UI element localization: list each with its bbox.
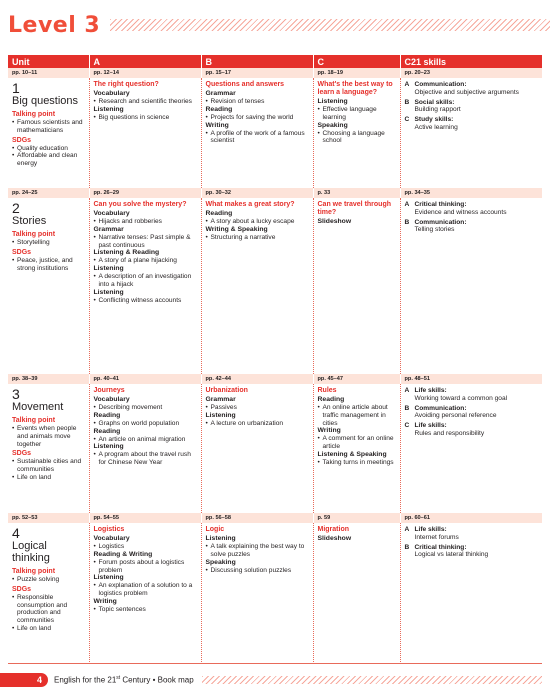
bullet-item: • Logistics xyxy=(94,543,197,551)
skill-heading: Listening xyxy=(93,443,124,451)
lesson-title: What makes a great story? xyxy=(205,201,295,208)
lesson-cell xyxy=(201,384,313,513)
c21-skill-body xyxy=(415,99,461,115)
c21-skill-item xyxy=(405,387,539,403)
c21-skill-body xyxy=(415,526,459,542)
c21-skill-description: Objective and subjective arguments xyxy=(414,88,519,96)
c21-skill-name: Life skills: xyxy=(414,387,447,394)
unit-row xyxy=(8,198,542,374)
skill-heading: Speaking xyxy=(205,558,236,566)
bullet-list xyxy=(206,130,309,146)
c21-skill-body xyxy=(415,201,507,217)
page-range-row xyxy=(8,513,542,523)
lesson-title: Can you solve the mystery? xyxy=(93,201,187,208)
bullet-list xyxy=(206,234,309,242)
bullet-list xyxy=(206,218,309,226)
unit-number: 1 xyxy=(12,80,20,96)
bullet-list xyxy=(318,130,396,146)
skill-heading: Listening xyxy=(205,411,236,419)
page-range: pp. 15–17 xyxy=(201,68,313,78)
c21-skill-item xyxy=(405,405,539,421)
skill-heading: Speaking xyxy=(317,121,348,129)
c21-skill-description: Logical vs lateral thinking xyxy=(414,551,489,559)
bullet-item: • Hijacks and robberies xyxy=(94,218,197,226)
c21-skill-name: Critical thinking: xyxy=(414,201,467,208)
page-number: 4 xyxy=(36,675,42,685)
header-b: B xyxy=(201,55,313,68)
bullet-list xyxy=(94,273,197,289)
talking-point-heading: Talking point xyxy=(12,568,56,575)
bullet-list xyxy=(206,420,309,428)
footer-text-before: English for the 21 xyxy=(54,675,117,685)
bullet-item: • A story of a plane hijacking xyxy=(94,257,197,265)
c21-skill-letter: C xyxy=(404,116,410,124)
bullet-list xyxy=(94,218,197,226)
unit-name: Logical thinking xyxy=(12,540,50,564)
lesson-cell xyxy=(313,198,400,374)
bullet-item: • Events when people and animals move together xyxy=(12,425,85,448)
skill-heading: Vocabulary xyxy=(93,210,130,217)
bullet-item: • Life on land xyxy=(12,474,85,482)
skill-heading: Listening xyxy=(93,265,124,273)
bullet-list xyxy=(94,234,197,250)
bullet-list xyxy=(94,582,197,598)
skill-heading: Reading xyxy=(205,105,233,113)
c21-skill-body xyxy=(415,544,489,560)
bullet-list xyxy=(206,543,309,559)
unit-row xyxy=(8,78,542,188)
skill-heading: Writing xyxy=(93,597,117,605)
bullet-item: • Discussing solution puzzles xyxy=(206,567,309,575)
lesson-cell xyxy=(313,523,400,662)
bullet-list xyxy=(206,98,309,106)
c21-skill-letter: B xyxy=(404,404,410,412)
unit-row xyxy=(8,523,542,662)
skill-heading: Listening xyxy=(205,535,236,542)
header-row xyxy=(8,55,542,68)
bullet-item: • Life on land xyxy=(12,625,85,633)
table-body xyxy=(8,68,542,662)
bullet-item: • An explanation of a solution to a logistics problem xyxy=(94,582,197,598)
c21-skill-name: Study skills: xyxy=(414,116,454,124)
bullet-list xyxy=(318,404,396,427)
lesson-title: What's the best way to learn a language? xyxy=(317,81,393,96)
page-range: pp. 60–61 xyxy=(400,513,542,523)
sdgs-heading: SDGs xyxy=(12,248,32,256)
lesson-title: Journeys xyxy=(93,387,125,394)
lesson-cell xyxy=(313,384,400,513)
c21-skill-description: Telling stories xyxy=(414,226,455,234)
c21-skill-body xyxy=(415,422,485,438)
skill-heading: Listening xyxy=(317,98,348,105)
c21-skills-cell xyxy=(400,384,542,513)
bullet-item: • Projects for saving the world xyxy=(206,114,309,122)
unit-name: Stories xyxy=(12,215,47,227)
c21-skill-item xyxy=(405,201,539,217)
bullet-item: • Topic sentences xyxy=(94,606,197,614)
bullet-list xyxy=(94,257,197,265)
c21-skill-letter: A xyxy=(404,387,410,394)
bullet-list xyxy=(94,404,197,412)
page-range: pp. 30–32 xyxy=(201,188,313,198)
footer-text xyxy=(54,675,194,685)
c21-skill-description: Internet forums xyxy=(414,533,459,541)
bullet-list xyxy=(12,425,85,448)
skill-heading: Listening xyxy=(93,574,124,582)
bullet-list xyxy=(12,458,85,481)
bullet-list xyxy=(12,239,85,247)
page-range: pp. 52–53 xyxy=(8,513,89,523)
bullet-list xyxy=(94,98,197,106)
lesson-cell xyxy=(201,78,313,188)
lesson-title: Migration xyxy=(317,526,349,533)
bullet-item: • Puzzle solving xyxy=(12,576,85,584)
page-range: p. 59 xyxy=(313,513,400,523)
page-range: pp. 38–39 xyxy=(8,374,89,384)
bullet-item: • A program about the travel rush for Chinese New Year xyxy=(94,451,197,467)
footer-text-superscript: st xyxy=(116,675,121,682)
bullet-list xyxy=(94,436,197,444)
skill-heading: Writing xyxy=(317,427,341,435)
bullet-item: • Conflicting witness accounts xyxy=(94,297,197,305)
bullet-item: • Quality education xyxy=(12,145,85,153)
bullet-list xyxy=(12,257,85,273)
bullet-item: • A description of an investigation into a hijack xyxy=(94,273,197,289)
c21-skill-letter: A xyxy=(404,201,410,208)
c21-skill-letter: B xyxy=(404,98,410,106)
bullet-item: • Storytelling xyxy=(12,239,85,247)
skill-heading: Slideshow xyxy=(317,535,352,542)
c21-skill-name: Life skills: xyxy=(414,422,447,430)
c21-skill-body xyxy=(415,405,497,421)
skill-heading: Grammar xyxy=(93,225,124,233)
skill-heading: Reading xyxy=(93,411,121,419)
unit-cell xyxy=(8,198,89,374)
page-range: pp. 10–11 xyxy=(8,68,89,78)
page-range-row xyxy=(8,68,542,78)
bullet-item: • Affordable and clean energy xyxy=(12,152,85,168)
bullet-item: • Effective language learning xyxy=(318,106,396,122)
skill-heading: Grammar xyxy=(205,396,236,403)
skill-heading: Listening xyxy=(93,105,124,113)
c21-skill-letter: A xyxy=(404,526,410,533)
title-hatch-decoration xyxy=(110,19,550,31)
page-range: pp. 18–19 xyxy=(313,68,400,78)
title-row xyxy=(8,12,550,38)
unit-cell xyxy=(8,78,89,188)
c21-skill-description: Evidence and witness accounts xyxy=(414,208,507,216)
talking-point-heading: Talking point xyxy=(12,111,56,118)
header-c21-skills: C21 skills xyxy=(400,55,542,68)
c21-skill-name: Communication: xyxy=(414,81,467,88)
skill-heading: Vocabulary xyxy=(93,396,130,403)
skill-heading: Reading xyxy=(317,396,345,403)
bullet-list xyxy=(206,404,309,412)
talking-point-heading: Talking point xyxy=(12,417,56,424)
lesson-title: Logic xyxy=(205,526,225,533)
c21-skill-description: Rules and responsibility xyxy=(414,429,485,437)
skill-heading: Listening xyxy=(93,288,124,296)
page-footer xyxy=(0,672,550,688)
bullet-list xyxy=(206,567,309,575)
page-range: pp. 40–41 xyxy=(89,374,201,384)
bullet-item: • A talk explaining the best way to solve puzzles xyxy=(206,543,309,559)
lesson-cell xyxy=(89,384,201,513)
bullet-item: • An article on animal migration xyxy=(94,436,197,444)
bullet-item: • Narrative tenses: Past simple & past continuous xyxy=(94,234,197,250)
page-range: pp. 12–14 xyxy=(89,68,201,78)
skill-heading: Listening & Speaking xyxy=(317,450,387,458)
page-number-badge xyxy=(0,673,48,687)
c21-skill-description: Building rapport xyxy=(414,106,461,114)
bullet-item: • Structuring a narrative xyxy=(206,234,309,242)
c21-skill-body xyxy=(415,116,458,132)
bullet-item: • Peace, justice, and strong institutions xyxy=(12,257,85,273)
c21-skill-name: Communication: xyxy=(414,404,467,412)
bullet-list xyxy=(12,145,85,168)
bullet-item: • A comment for an online article xyxy=(318,435,396,451)
bullet-item: • Sustainable cities and communities xyxy=(12,458,85,474)
page-range: pp. 48–51 xyxy=(400,374,542,384)
lesson-cell xyxy=(89,198,201,374)
skill-heading: Reading xyxy=(205,210,233,217)
bullet-list xyxy=(12,119,85,135)
unit-cell xyxy=(8,384,89,513)
bullet-list xyxy=(94,297,197,305)
lesson-title: Questions and answers xyxy=(205,81,285,88)
lesson-title: Urbanization xyxy=(205,387,248,394)
skill-heading: Reading xyxy=(93,427,121,435)
skill-heading: Grammar xyxy=(205,90,236,97)
skill-heading: Listening & Reading xyxy=(93,249,160,257)
c21-skill-letter: A xyxy=(404,81,410,88)
header-a: A xyxy=(89,55,201,68)
c21-skill-name: Social skills: xyxy=(414,98,455,106)
bullet-item: • Choosing a language school xyxy=(318,130,396,146)
lesson-cell xyxy=(201,198,313,374)
unit-number: 4 xyxy=(12,525,20,541)
header-unit: Unit xyxy=(8,55,89,68)
page-range: pp. 56–58 xyxy=(201,513,313,523)
c21-skill-name: Communication: xyxy=(414,218,467,226)
bullet-item: • Revision of tenses xyxy=(206,98,309,106)
page-title: Level 3 xyxy=(8,12,101,38)
c21-skill-body xyxy=(415,387,508,403)
unit-name: Movement xyxy=(12,401,64,413)
sdgs-heading: SDGs xyxy=(12,585,32,593)
lesson-title: The right question? xyxy=(93,81,159,88)
book-map-table xyxy=(8,55,542,662)
lesson-cell xyxy=(201,523,313,662)
c21-skill-body xyxy=(415,219,467,235)
c21-skill-name: Critical thinking: xyxy=(414,543,467,551)
bullet-item: • A profile of the work of a famous scientist xyxy=(206,130,309,146)
bullet-list xyxy=(318,435,396,451)
header-c: C xyxy=(313,55,400,68)
c21-skill-description: Working toward a common goal xyxy=(414,394,508,402)
c21-skill-body xyxy=(415,81,519,97)
c21-skill-item xyxy=(405,116,539,132)
c21-skill-name: Life skills: xyxy=(414,526,447,533)
bullet-list xyxy=(94,451,197,467)
lesson-cell xyxy=(89,78,201,188)
skill-heading: Writing xyxy=(205,121,229,129)
c21-skill-item xyxy=(405,422,539,438)
page-range: pp. 24–25 xyxy=(8,188,89,198)
bullet-list xyxy=(318,459,396,467)
c21-skill-description: Avoiding personal reference xyxy=(414,412,497,420)
page-range: pp. 42–44 xyxy=(201,374,313,384)
c21-skill-item xyxy=(405,99,539,115)
page-range: pp. 20–23 xyxy=(400,68,542,78)
talking-point-heading: Talking point xyxy=(12,231,56,238)
bullet-list xyxy=(94,114,197,122)
c21-skills-cell xyxy=(400,198,542,374)
lesson-title: Logistics xyxy=(93,526,125,533)
bullet-item: • Famous scientists and mathematicians xyxy=(12,119,85,135)
footer-hatch-decoration xyxy=(202,676,542,684)
c21-skills-cell xyxy=(400,78,542,188)
bullet-item: • Graphs on world population xyxy=(94,420,197,428)
c21-skills-cell xyxy=(400,523,542,662)
bullet-list xyxy=(206,114,309,122)
table-bottom-divider xyxy=(8,663,542,664)
lesson-title: Rules xyxy=(317,387,337,394)
bullet-item: • Taking turns in meetings xyxy=(318,459,396,467)
lesson-cell xyxy=(89,523,201,662)
bullet-item: • An online article about traffic management in cities xyxy=(318,404,396,427)
bullet-item: • A lecture on urbanization xyxy=(206,420,309,428)
bullet-list xyxy=(94,543,197,551)
unit-cell xyxy=(8,523,89,662)
page-range: pp. 45–47 xyxy=(313,374,400,384)
bullet-item: • A story about a lucky escape xyxy=(206,218,309,226)
page-range-row xyxy=(8,188,542,198)
c21-skill-description: Active learning xyxy=(414,123,458,131)
skill-heading: Vocabulary xyxy=(93,535,130,542)
unit-number: 3 xyxy=(12,386,20,402)
c21-skill-letter: C xyxy=(404,422,410,430)
lesson-title: Can we travel through time? xyxy=(317,201,392,216)
skill-heading: Reading & Writing xyxy=(93,550,153,558)
skill-heading: Writing & Speaking xyxy=(205,225,268,233)
skill-heading: Vocabulary xyxy=(93,90,130,97)
page-range-row xyxy=(8,374,542,384)
bullet-item: • Research and scientific theories xyxy=(94,98,197,106)
bullet-list xyxy=(94,606,197,614)
bullet-list xyxy=(12,594,85,633)
c21-skill-letter: B xyxy=(404,218,410,226)
sdgs-heading: SDGs xyxy=(12,450,32,458)
bullet-list xyxy=(94,559,197,575)
sdgs-heading: SDGs xyxy=(12,136,32,144)
bullet-list xyxy=(12,576,85,584)
c21-skill-item xyxy=(405,219,539,235)
bullet-item: • Responsible consumption and production and communities xyxy=(12,594,85,625)
bullet-item: • Big questions in science xyxy=(94,114,197,122)
bullet-item: • Passives xyxy=(206,404,309,412)
c21-skill-item xyxy=(405,544,539,560)
page-range: pp. 54–55 xyxy=(89,513,201,523)
c21-skill-item xyxy=(405,526,539,542)
unit-number: 2 xyxy=(12,200,20,216)
unit-name: Big questions xyxy=(12,95,79,107)
bullet-list xyxy=(318,106,396,122)
bullet-list xyxy=(94,420,197,428)
bullet-item: • Describing movement xyxy=(94,404,197,412)
skill-heading: Slideshow xyxy=(317,218,352,225)
page-range: pp. 26–29 xyxy=(89,188,201,198)
page-range: p. 33 xyxy=(313,188,400,198)
lesson-cell xyxy=(313,78,400,188)
c21-skill-letter: B xyxy=(404,543,410,551)
footer-text-after: Century • Book map xyxy=(120,675,194,685)
c21-skill-item xyxy=(405,81,539,97)
bullet-item: • Forum posts about a logistics problem xyxy=(94,559,197,575)
page-range: pp. 34–35 xyxy=(400,188,542,198)
unit-row xyxy=(8,384,542,513)
